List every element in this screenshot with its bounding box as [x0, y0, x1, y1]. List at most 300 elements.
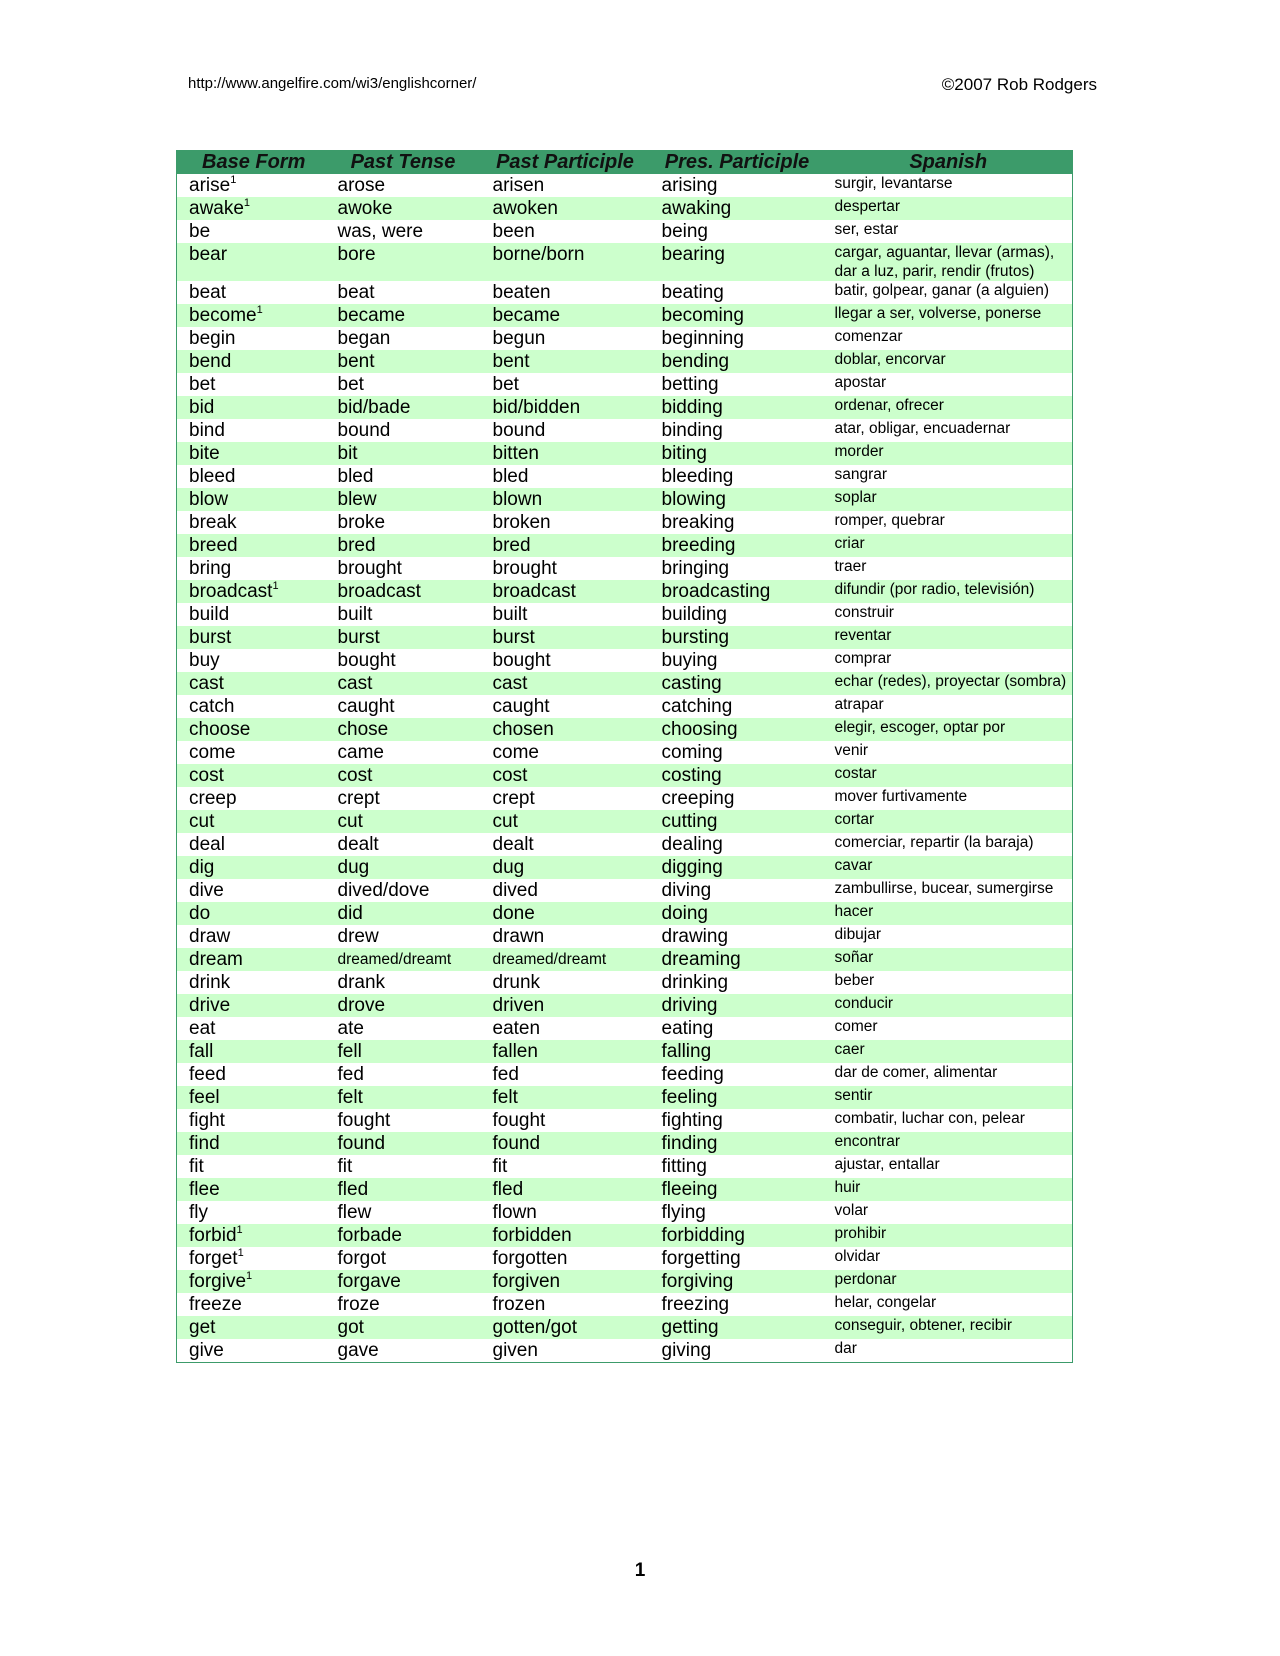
header-url: http://www.angelfire.com/wi3/englishcorner/	[188, 75, 477, 92]
cell-past-tense: bit	[337, 443, 358, 464]
base-form-text: bet	[189, 374, 216, 395]
cell-pres-participle: betting	[661, 374, 719, 395]
cell-pres-participle: catching	[661, 696, 733, 717]
cell-past-participle: awoken	[492, 198, 558, 219]
cell-spanish: difundir (por radio, televisión)	[834, 581, 1035, 598]
cell-pres-participle: arising	[661, 175, 718, 196]
cell-past-tense: bid/bade	[337, 397, 411, 418]
cell-past-participle: drunk	[492, 972, 541, 993]
table-row	[177, 902, 1073, 925]
table-row	[177, 488, 1073, 511]
cell-pres-participle: flying	[661, 1202, 706, 1223]
cell-spanish: olvidar	[834, 1248, 881, 1265]
cell-spanish: dibujar	[834, 926, 882, 943]
base-form-text: bid	[189, 397, 215, 418]
base-form-text: breed	[189, 535, 238, 556]
cell-base-form	[177, 626, 326, 649]
base-form-text: draw	[189, 926, 231, 947]
cell-spanish: elegir, escoger, optar por	[834, 719, 1006, 736]
cell-base-form	[177, 580, 326, 603]
cell-pres-participle: drawing	[661, 926, 729, 947]
cell-past-tense: dived/dove	[337, 880, 430, 901]
base-form-text: feel	[189, 1087, 220, 1108]
cell-past-participle: dived	[492, 880, 538, 901]
table-row	[177, 243, 1073, 281]
cell-base-form	[177, 1155, 326, 1178]
table-row	[177, 948, 1073, 971]
cell-past-participle: built	[492, 604, 528, 625]
cell-base-form	[177, 488, 326, 511]
cell-base-form	[177, 174, 326, 197]
base-form-text: buy	[189, 650, 220, 671]
verb-table-container	[176, 150, 1072, 1363]
cell-spanish: ajustar, entallar	[834, 1156, 940, 1173]
cell-past-tense: felt	[337, 1087, 363, 1108]
cell-spanish: echar (redes), proyectar (sombra)	[834, 673, 1067, 690]
table-row	[177, 442, 1073, 465]
cell-base-form	[177, 197, 326, 220]
cell-base-form	[177, 948, 326, 971]
cell-past-tense: bent	[337, 351, 375, 372]
table-row	[177, 174, 1073, 197]
cell-past-tense: crept	[337, 788, 380, 809]
cell-pres-participle: forbidding	[661, 1225, 745, 1246]
header-past-participle: Past Participle	[496, 151, 634, 173]
cell-base-form	[177, 442, 326, 465]
cell-spanish: sentir	[834, 1087, 873, 1104]
cell-pres-participle: bringing	[661, 558, 730, 579]
cell-base-form	[177, 971, 326, 994]
cell-past-tense: fled	[337, 1179, 369, 1200]
cell-base-form	[177, 810, 326, 833]
cell-base-form	[177, 1293, 326, 1316]
table-row	[177, 1178, 1073, 1201]
cell-pres-participle: beginning	[661, 328, 744, 349]
cell-pres-participle: driving	[661, 995, 718, 1016]
cell-pres-participle: broadcasting	[661, 581, 771, 602]
cell-base-form	[177, 649, 326, 672]
cell-pres-participle: eating	[661, 1018, 714, 1039]
cell-past-participle: frozen	[492, 1294, 546, 1315]
cell-pres-participle: creeping	[661, 788, 735, 809]
cell-past-participle: blown	[492, 489, 543, 510]
table-row	[177, 695, 1073, 718]
table-row	[177, 1155, 1073, 1178]
base-form-text: fight	[189, 1110, 225, 1131]
cell-pres-participle: feeding	[661, 1064, 724, 1085]
header-base-form: Base Form	[202, 151, 306, 173]
cell-pres-participle: casting	[661, 673, 722, 694]
cell-base-form	[177, 856, 326, 879]
cell-past-tense: began	[337, 328, 391, 349]
table-row	[177, 925, 1073, 948]
base-form-text: fly	[189, 1202, 208, 1223]
base-form-text: build	[189, 604, 230, 625]
base-form-text: choose	[189, 719, 251, 740]
cell-spanish: llegar a ser, volverse, ponerse	[834, 305, 1042, 322]
table-row	[177, 1132, 1073, 1155]
cell-past-tense: did	[337, 903, 363, 924]
cell-past-tense: bound	[337, 420, 391, 441]
cell-past-participle: dreamed/dreamt	[492, 951, 607, 968]
base-form-text: cut	[189, 811, 215, 832]
cell-pres-participle: dealing	[661, 834, 723, 855]
cell-spanish: soñar	[834, 949, 874, 966]
cell-pres-participle: giving	[661, 1340, 712, 1361]
cell-base-form	[177, 787, 326, 810]
cell-past-participle: bitten	[492, 443, 539, 464]
cell-pres-participle: freezing	[661, 1294, 730, 1315]
cell-base-form	[177, 1247, 326, 1270]
cell-past-participle: broken	[492, 512, 551, 533]
cell-past-tense: bred	[337, 535, 376, 556]
cell-spanish: soplar	[834, 489, 877, 506]
table-row	[177, 1017, 1073, 1040]
cell-base-form	[177, 1201, 326, 1224]
table-row	[177, 1201, 1073, 1224]
cell-spanish: caer	[834, 1041, 865, 1058]
table-row	[177, 396, 1073, 419]
cell-past-tense: beat	[337, 282, 375, 303]
base-form-text: broadcast	[189, 581, 273, 602]
cell-base-form	[177, 511, 326, 534]
cell-pres-participle: choosing	[661, 719, 738, 740]
cell-spanish: atar, obligar, encuadernar	[834, 420, 1011, 437]
table-row	[177, 557, 1073, 580]
cell-past-tense: burst	[337, 627, 380, 648]
cell-spanish: conducir	[834, 995, 894, 1012]
cell-base-form	[177, 764, 326, 787]
cell-past-tense: built	[337, 604, 373, 625]
cell-past-tense: forgave	[337, 1271, 401, 1292]
base-form-text: dig	[189, 857, 215, 878]
cell-past-tense: dealt	[337, 834, 379, 855]
cell-pres-participle: beating	[661, 282, 724, 303]
table-row	[177, 787, 1073, 810]
cell-past-participle: given	[492, 1340, 538, 1361]
base-form-text: creep	[189, 788, 237, 809]
cell-spanish: apostar	[834, 374, 887, 391]
cell-past-participle: come	[492, 742, 539, 763]
cell-base-form	[177, 718, 326, 741]
cell-past-participle: became	[492, 305, 561, 326]
cell-pres-participle: forgiving	[661, 1271, 734, 1292]
footnote-marker: 1	[256, 304, 263, 316]
cell-base-form	[177, 1339, 326, 1363]
base-form-text: cast	[189, 673, 224, 694]
cell-spanish: romper, quebrar	[834, 512, 945, 529]
cell-past-tense: drew	[337, 926, 379, 947]
table-row	[177, 879, 1073, 902]
cell-past-participle: flown	[492, 1202, 537, 1223]
cell-pres-participle: breaking	[661, 512, 735, 533]
cell-past-participle: bought	[492, 650, 551, 671]
cell-pres-participle: fighting	[661, 1110, 723, 1131]
cell-pres-participle: bending	[661, 351, 730, 372]
cell-base-form	[177, 557, 326, 580]
footnote-marker: 1	[236, 1224, 243, 1236]
table-row	[177, 971, 1073, 994]
footnote-marker: 1	[246, 1270, 253, 1282]
base-form-text: bleed	[189, 466, 236, 487]
base-form-text: bear	[189, 244, 228, 265]
base-form-text: be	[189, 221, 211, 242]
cell-past-tense: dug	[337, 857, 370, 878]
base-form-text: drink	[189, 972, 231, 993]
base-form-text: get	[189, 1317, 216, 1338]
cell-spanish: atrapar	[834, 696, 884, 713]
cell-pres-participle: doing	[661, 903, 708, 924]
cell-past-participle: bled	[492, 466, 529, 487]
cell-past-tense: gave	[337, 1340, 379, 1361]
cell-base-form	[177, 1316, 326, 1339]
table-row	[177, 1063, 1073, 1086]
cell-spanish: comenzar	[834, 328, 903, 345]
cell-past-tense: cut	[337, 811, 363, 832]
cell-base-form	[177, 603, 326, 626]
base-form-text: come	[189, 742, 236, 763]
cell-past-participle: bid/bidden	[492, 397, 581, 418]
cell-past-tense: broadcast	[337, 581, 421, 602]
cell-spanish: comer	[834, 1018, 878, 1035]
cell-base-form	[177, 350, 326, 373]
cell-pres-participle: binding	[661, 420, 723, 441]
cell-pres-participle: bursting	[661, 627, 730, 648]
cell-spanish: beber	[834, 972, 875, 989]
table-row	[177, 580, 1073, 603]
cell-past-participle: drawn	[492, 926, 545, 947]
table-row	[177, 465, 1073, 488]
base-form-text: dream	[189, 949, 243, 970]
cell-past-participle: driven	[492, 995, 545, 1016]
cell-pres-participle: finding	[661, 1133, 718, 1154]
cell-past-participle: beaten	[492, 282, 551, 303]
cell-past-participle: burst	[492, 627, 535, 648]
cell-past-participle: begun	[492, 328, 546, 349]
cell-base-form	[177, 1086, 326, 1109]
cell-pres-participle: dreaming	[661, 949, 741, 970]
cell-pres-participle: buying	[661, 650, 718, 671]
table-row	[177, 810, 1073, 833]
table-row	[177, 603, 1073, 626]
cell-pres-participle: falling	[661, 1041, 712, 1062]
page-number: 1	[634, 1560, 646, 1581]
cell-past-tense: bled	[337, 466, 374, 487]
table-row	[177, 1086, 1073, 1109]
cell-spanish: surgir, levantarse	[834, 175, 953, 192]
table-body	[177, 174, 1073, 1363]
cell-past-tense: fed	[337, 1064, 364, 1085]
cell-spanish: criar	[834, 535, 865, 552]
cell-base-form	[177, 1040, 326, 1063]
table-row	[177, 350, 1073, 373]
cell-base-form	[177, 1017, 326, 1040]
cell-spanish: cargar, aguantar, llevar (armas), dar a luz, parir, rendir (frutos)	[834, 244, 1055, 280]
cell-past-participle: fed	[492, 1064, 519, 1085]
cell-past-participle: brought	[492, 558, 557, 579]
table-row	[177, 220, 1073, 243]
cell-spanish: comprar	[834, 650, 892, 667]
cell-past-tense: broke	[337, 512, 386, 533]
cell-pres-participle: getting	[661, 1317, 719, 1338]
cell-pres-participle: bidding	[661, 397, 723, 418]
cell-past-participle: forgotten	[492, 1248, 568, 1269]
base-form-text: cost	[189, 765, 224, 786]
cell-past-participle: cast	[492, 673, 528, 694]
cell-pres-participle: digging	[661, 857, 723, 878]
cell-base-form	[177, 1178, 326, 1201]
base-form-text: deal	[189, 834, 225, 855]
table-row	[177, 1339, 1073, 1363]
cell-base-form	[177, 672, 326, 695]
cell-spanish: ser, estar	[834, 221, 899, 238]
cell-pres-participle: feeling	[661, 1087, 718, 1108]
cell-spanish: despertar	[834, 198, 900, 215]
cell-past-tense: bought	[337, 650, 396, 671]
cell-past-participle: broadcast	[492, 581, 576, 602]
cell-pres-participle: building	[661, 604, 727, 625]
cell-past-tense: froze	[337, 1294, 380, 1315]
cell-pres-participle: biting	[661, 443, 707, 464]
base-form-text: eat	[189, 1018, 216, 1039]
table-row	[177, 419, 1073, 442]
table-row	[177, 994, 1073, 1017]
cell-past-participle: felt	[492, 1087, 518, 1108]
cell-base-form	[177, 925, 326, 948]
base-form-text: forgive	[189, 1271, 247, 1292]
cell-spanish: encontrar	[834, 1133, 900, 1150]
header-past-tense: Past Tense	[350, 151, 456, 173]
table-row	[177, 1247, 1073, 1270]
base-form-text: bite	[189, 443, 220, 464]
cell-base-form	[177, 1270, 326, 1293]
cell-spanish: dar	[834, 1340, 857, 1357]
cell-past-participle: dug	[492, 857, 525, 878]
cell-base-form	[177, 243, 326, 281]
irregular-verbs-table	[176, 150, 1073, 1363]
cell-spanish: helar, congelar	[834, 1294, 937, 1311]
cell-past-participle: fought	[492, 1110, 546, 1131]
base-form-text: fit	[189, 1156, 204, 1177]
table-row	[177, 511, 1073, 534]
cell-base-form	[177, 695, 326, 718]
cell-spanish: perdonar	[834, 1271, 897, 1288]
cell-base-form	[177, 304, 326, 327]
cell-past-tense: came	[337, 742, 384, 763]
cell-past-participle: bound	[492, 420, 546, 441]
cell-base-form	[177, 1132, 326, 1155]
cell-past-participle: crept	[492, 788, 535, 809]
cell-past-tense: cost	[337, 765, 373, 786]
base-form-text: dive	[189, 880, 224, 901]
cell-pres-participle: coming	[661, 742, 723, 763]
cell-base-form	[177, 833, 326, 856]
footnote-marker: 1	[272, 580, 279, 592]
cell-base-form	[177, 1063, 326, 1086]
base-form-text: arise	[189, 175, 231, 196]
cell-spanish: zambullirse, bucear, sumergirse	[834, 880, 1054, 897]
cell-spanish: hacer	[834, 903, 874, 920]
table-row	[177, 1270, 1073, 1293]
cell-past-tense: awoke	[337, 198, 393, 219]
table-row	[177, 856, 1073, 879]
footnote-marker: 1	[230, 174, 237, 186]
cell-spanish: dar de comer, alimentar	[834, 1064, 998, 1081]
table-row	[177, 1316, 1073, 1339]
cell-pres-participle: blowing	[661, 489, 726, 510]
base-form-text: begin	[189, 328, 236, 349]
cell-past-tense: was, were	[337, 221, 424, 242]
cell-spanish: huir	[834, 1179, 861, 1196]
base-form-text: beat	[189, 282, 226, 303]
cell-pres-participle: diving	[661, 880, 712, 901]
cell-past-tense: bet	[337, 374, 364, 395]
cell-base-form	[177, 741, 326, 764]
cell-past-tense: cast	[337, 673, 373, 694]
table-row	[177, 718, 1073, 741]
cell-past-tense: got	[337, 1317, 364, 1338]
cell-past-tense: fit	[337, 1156, 353, 1177]
cell-pres-participle: awaking	[661, 198, 732, 219]
cell-spanish: venir	[834, 742, 869, 759]
cell-pres-participle: being	[661, 221, 708, 242]
base-form-text: bind	[189, 420, 225, 441]
cell-past-participle: forgiven	[492, 1271, 561, 1292]
table-row	[177, 741, 1073, 764]
cell-base-form	[177, 373, 326, 396]
cell-spanish: ordenar, ofrecer	[834, 397, 944, 414]
cell-past-tense: chose	[337, 719, 389, 740]
cell-base-form	[177, 902, 326, 925]
cell-past-participle: borne/born	[492, 244, 585, 265]
cell-past-tense: found	[337, 1133, 386, 1154]
header-copyright: ©2007 Rob Rodgers	[941, 75, 1097, 94]
cell-past-tense: forbade	[337, 1225, 402, 1246]
table-row	[177, 833, 1073, 856]
cell-spanish: cavar	[834, 857, 873, 874]
base-form-text: give	[189, 1340, 224, 1361]
cell-base-form	[177, 1109, 326, 1132]
base-form-text: blow	[189, 489, 229, 510]
cell-base-form	[177, 281, 326, 304]
cell-base-form	[177, 396, 326, 419]
cell-pres-participle: forgetting	[661, 1248, 741, 1269]
cell-past-participle: bred	[492, 535, 531, 556]
base-form-text: freeze	[189, 1294, 242, 1315]
cell-pres-participle: cutting	[661, 811, 718, 832]
cell-past-tense: brought	[337, 558, 402, 579]
cell-past-participle: fit	[492, 1156, 508, 1177]
table-row	[177, 1224, 1073, 1247]
cell-pres-participle: fitting	[661, 1156, 707, 1177]
cell-spanish: reventar	[834, 627, 892, 644]
cell-past-participle: chosen	[492, 719, 554, 740]
cell-pres-participle: bleeding	[661, 466, 734, 487]
cell-past-tense: bore	[337, 244, 376, 265]
cell-past-tense: blew	[337, 489, 377, 510]
base-form-text: find	[189, 1133, 220, 1154]
cell-spanish: costar	[834, 765, 877, 782]
cell-past-tense: drank	[337, 972, 386, 993]
cell-past-participle: eaten	[492, 1018, 541, 1039]
cell-spanish: traer	[834, 558, 867, 575]
cell-past-tense: drove	[337, 995, 386, 1016]
cell-pres-participle: breeding	[661, 535, 736, 556]
cell-pres-participle: drinking	[661, 972, 729, 993]
cell-past-participle: bent	[492, 351, 530, 372]
cell-past-participle: gotten/got	[492, 1317, 578, 1338]
header-spanish: Spanish	[909, 151, 988, 173]
